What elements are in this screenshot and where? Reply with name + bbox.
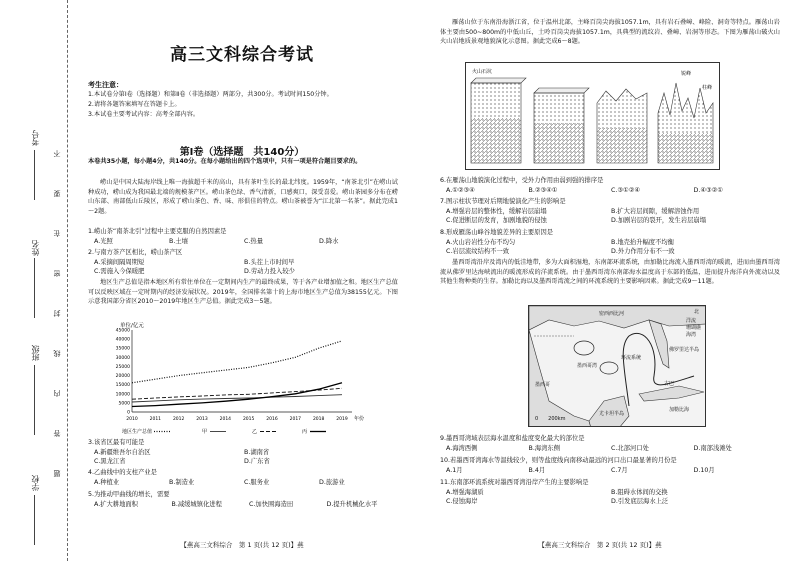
question-9: 9.墨西哥湾域表层海水温度和盐度变化最大的部位是 [440,435,585,442]
page-2-footer: 【燕高三文科综合 第 2 页(共 12 页)】燕 [538,541,662,549]
y-tick-label: 15000 [115,383,130,389]
notes-heading: 考生注意： [88,81,123,89]
passage-2: 地区生产总值是指本地区所有常住单位在一定期间内生产的最终成果，等于各产业增加值之和。地区生产总值可以反映区域在一定时期内的经济发展状况。2019年，全国排名第十的上海市地区生产总值为38155亿元。下图示意我国部分省区2010～2019年地区生产总值。据此完成3～5题。 [88,279,398,306]
question-2: 2.与南方茶产区相比，崂山茶产区 [88,249,183,256]
option-b[interactable]: B.头茬上市时间早 [244,259,295,266]
school-line [34,495,35,545]
question-1: 1.崂山茶“南茶北引”过程中主要克服的自然因素是 [88,228,227,235]
option-d[interactable]: D.广东省 [244,458,270,465]
option-a[interactable]: A.增强岩层的整体性，缓解岩层崩塌 [446,208,547,215]
question-11: 11.东南部环流系统对墨西哥湾沿岸产生的主要影响是 [440,479,589,486]
legend-bay: 海湾 [685,332,696,338]
legend-label-0: 地区生产总值 [122,429,153,435]
question-5: 5.为推动甲曲线的增长，需要 [88,491,170,498]
option-d[interactable]: D.10月 [693,467,715,474]
class-line [34,365,35,435]
x-tick-label: 2018 [312,417,325,422]
option-b[interactable]: B.湖南省 [244,449,270,456]
question-10-options [446,466,776,475]
stage-3-block [597,89,647,163]
x-tick-label: 2017 [289,417,302,422]
note-item: 2.请将各题答案填写在答题卡上。 [88,101,181,108]
legend-label-1: 甲 [202,429,208,435]
exam-title: 高三文科综合考试 [170,45,314,65]
figure-label-sharp-peak: 锐峰 [681,71,692,77]
option-a[interactable]: A.海湾西侧 [446,445,478,452]
option-b[interactable]: B.4月 [528,467,546,474]
map-label-loop-system: 环流系统 [621,355,642,361]
question-5-options [94,500,404,509]
x-tick-label: 2014 [219,417,232,422]
y-tick-label: 20000 [115,374,130,380]
legend-reef: 珊瑚礁 [685,325,701,331]
map-label-gulf: 墨西哥湾 [577,363,598,369]
question-11-options [446,488,776,506]
seal-char: 线 [53,350,61,357]
option-a[interactable]: A.火山岩岩性分布不均匀 [446,239,516,246]
map-scale-label: 0 200km [535,416,566,422]
option-a[interactable]: A.1月 [446,467,463,474]
option-a[interactable]: A.采摘间隔周期短 [94,259,145,266]
class-label: 班级 [31,345,40,361]
option-a[interactable]: A.种植业 [94,479,120,486]
series-line-1 [132,395,342,402]
option-d[interactable]: D.引发底层海水上泛 [611,498,669,505]
question-8-options [446,238,776,256]
y-tick-label: 45000 [115,328,130,334]
map-north-label: 北 [693,309,699,315]
option-a[interactable]: A.光照 [94,238,113,245]
option-b[interactable]: B.土壤 [169,238,188,245]
note-item: 3.本试卷主要考试内容：高考全部内容。 [88,111,200,118]
seal-char: 在 [53,230,61,237]
page-1-footer: 【燕高三文科综合 第 1 页(共 12 页)】燕 [180,541,304,549]
seal-char: 答 [53,430,61,437]
option-c[interactable]: C.③①②④ [611,187,640,194]
map-label-yucatan: 尤卡坦半岛 [599,411,625,417]
option-b[interactable]: B.地壳抬升幅度不均衡 [611,239,674,246]
y-tick-label: 5000 [118,401,130,407]
question-7-options [446,207,776,225]
option-a[interactable]: A.新疆维吾尔自治区 [94,449,151,456]
y-tick-label: 35000 [115,346,130,352]
map-label-cuba: 古巴 [664,381,675,387]
legend-label-2: 乙 [252,429,258,435]
x-tick-label: 2011 [149,417,162,422]
map-label-mexico: 墨西哥 [535,382,551,388]
landform-evolution-diagram [466,63,720,170]
option-a[interactable]: A.①②③④ [446,187,475,194]
x-axis-label: 年份 [354,416,365,422]
series-line-2 [132,388,342,399]
figure-label-pillar-peak: 柱峰 [702,85,713,91]
name-label: 姓名 [31,240,40,256]
passage-1: 崂山是中国大陆海岸线上唯一海拔超千米的高山，具有茶叶生长的最北纬度。1959年，“南茶北引”在崂山试种成功，崂山成为我国最北端的规模茶产区。崂山茶色绿、香气清新，口感爽口，深受喜爱。崂山茶园多分布在崂山东部、南部低山丘陵区，形成了崂山茶色、香、味、形俱佳的特点。崂山茶被誉为“江北第一名茶”。据此完成1～2题。 [88,179,398,215]
seal-char: 封 [53,310,61,317]
option-c[interactable]: C.加快围海造田 [249,501,294,508]
option-b[interactable]: B.扩大岩层间隙，缓解溶蚀作用 [611,208,700,215]
figure-label-volcanic-pit: 火山石坑 [472,69,493,75]
legend-label-3: 丙 [302,429,308,435]
x-tick-label: 2019 [336,417,348,422]
option-b[interactable]: B.减缓城镇化进程 [171,501,222,508]
option-d[interactable]: D.降水 [319,238,339,245]
exam-number-label: 考号 [31,130,40,146]
y-tick-label: 10000 [115,392,130,398]
option-c[interactable]: C.促进断层的发育，加剧地貌的侵蚀 [446,217,547,224]
map-label-caribbean: 加勒比海 [669,407,690,413]
y-axis-label: 单位/亿元 [120,323,144,329]
seal-char: 题 [53,470,61,477]
question-8: 8.形成雁荡山峰谷地貌差异的主要原因是 [440,229,554,236]
question-7: 7.图示柱状节理对后期地貌演化产生的影响是 [440,198,566,205]
option-b[interactable]: B.制造业 [169,479,195,486]
page-2 [410,0,790,561]
exam-number-line [34,150,35,200]
option-b[interactable]: B.阻碍水体间的交换 [611,489,668,496]
section-intro: 本卷共35小题，每小题4分，共140分。在每小题给出的四个选项中，只有一项是符合题目要求的。 [88,158,362,165]
y-tick-label: 40000 [115,337,130,343]
series-line-0 [132,341,342,383]
page-1 [72,0,404,561]
section-title: 第Ⅰ卷（选择题 共140分） [179,147,305,158]
option-a[interactable]: A.扩大耕地面积 [94,501,138,508]
question-9-options [446,444,776,453]
option-d[interactable]: D.提升机械化水平 [326,501,378,508]
question-10: 10.若墨西哥湾海水等温线较少，则等盐度线向南移动最远的河口出口最显著的月份是 [440,457,677,464]
map-label-mississippi: 密西西比河 [599,311,625,317]
question-6-options [446,186,776,195]
name-line [34,258,35,318]
seal-margin [0,0,68,561]
option-c[interactable]: C.侵蚀海岸 [446,498,478,505]
stage-1-block [471,78,526,163]
y-tick-label: 25000 [115,364,130,370]
stage-2-block [534,88,589,163]
option-d[interactable]: D.南部浅滩处 [693,445,732,452]
question-1-options [94,237,394,246]
option-b[interactable]: B.②③④① [528,187,558,194]
question-4: 4.乙曲线中的支柱产业是 [88,469,157,476]
question-3-options [94,448,394,466]
map-legend [686,318,701,339]
option-d[interactable]: D.劳动力投入较少 [244,268,295,275]
passage-4: 墨西哥湾沿岸及湾内的低洼地带，多为大面积湿地，东南部环流系统，由加勒比海流入墨西哥湾的暖流，进而由墨西哥湾流从佛罗里达海峡流出的暖流形成的洋流系统。由于墨西哥湾东南部海水温度高于东部的低温，进而提升海洋向外流动以及其他生物种类的生存。加勒比海以及墨西哥湾流之间的环流系统的主要影响因素。据此完成9～11题。 [440,259,780,286]
x-tick-label: 2010 [126,417,138,422]
option-d[interactable]: D.④③②① [693,187,723,194]
x-tick-label: 2016 [266,417,278,422]
stage-4-block [658,83,713,163]
question-4-options [94,478,394,487]
option-c[interactable]: C.需施入今保暖肥 [94,268,145,275]
map-label-florida: 佛罗里达半岛 [669,347,700,353]
option-c[interactable]: C.7月 [611,467,628,474]
option-c[interactable]: C.服务业 [244,479,270,486]
option-b[interactable]: B.海湾东侧 [528,445,561,452]
exam-notes [88,80,398,120]
question-6: 6.在雁荡山地貌演化过程中，受外力作用由弱到强的排序是 [440,177,604,184]
option-c[interactable]: C.黑龙江省 [94,458,126,465]
seal-char: 内 [53,390,61,397]
option-d[interactable]: D.加剧岩层的裂开，发生岩层崩塌 [611,217,707,224]
seal-char: 要 [53,190,61,197]
question-2-options [94,258,394,276]
landform-evolution-figure [465,62,720,170]
y-tick-label: 30000 [115,355,130,361]
x-tick-label: 2012 [172,417,185,422]
gdp-line-chart [102,318,372,438]
option-c[interactable]: C.岩层流纹结构不一致 [446,248,510,255]
seal-char: 密 [53,270,61,277]
y-tick-label: 0 [127,410,130,416]
note-item: 1.本试卷分第Ⅰ卷（选择题）和第Ⅱ卷（非选择题）两部分，共300分。考试时间150分钟。 [88,91,333,98]
seal-char: 不 [53,150,61,157]
option-a[interactable]: A.增强海湖质 [446,489,484,496]
gulf-of-mexico-map [528,305,706,427]
x-tick-label: 2015 [242,417,255,422]
option-c[interactable]: C.北部河口处 [611,445,649,452]
school-label: 学校 [31,475,40,491]
passage-3: 雁荡山位于东南沿海浙江省，位于温州北部，主峰百岗尖海拔1057.1m，具有岩石叠嶂、峰险、洞奇等特点。雁荡山岩体主要由500~800m的中低山丘，土呤百岗尖海拔1057.1m，具典型的流纹岩、叠嶂、岩洞等形态。下图为雁荡山破火山火山岩地质景观地貌演化示意图。据此完成6～8题。 [440,19,780,46]
option-d[interactable]: D.旅游业 [319,479,345,486]
question-3: 3.该省区最有可能是 [88,439,145,446]
legend-current: 洋流 [685,318,696,324]
option-d[interactable]: D.外力作用分布不一致 [611,248,675,255]
x-tick-label: 2013 [196,417,208,422]
option-c[interactable]: C.热量 [244,238,263,245]
